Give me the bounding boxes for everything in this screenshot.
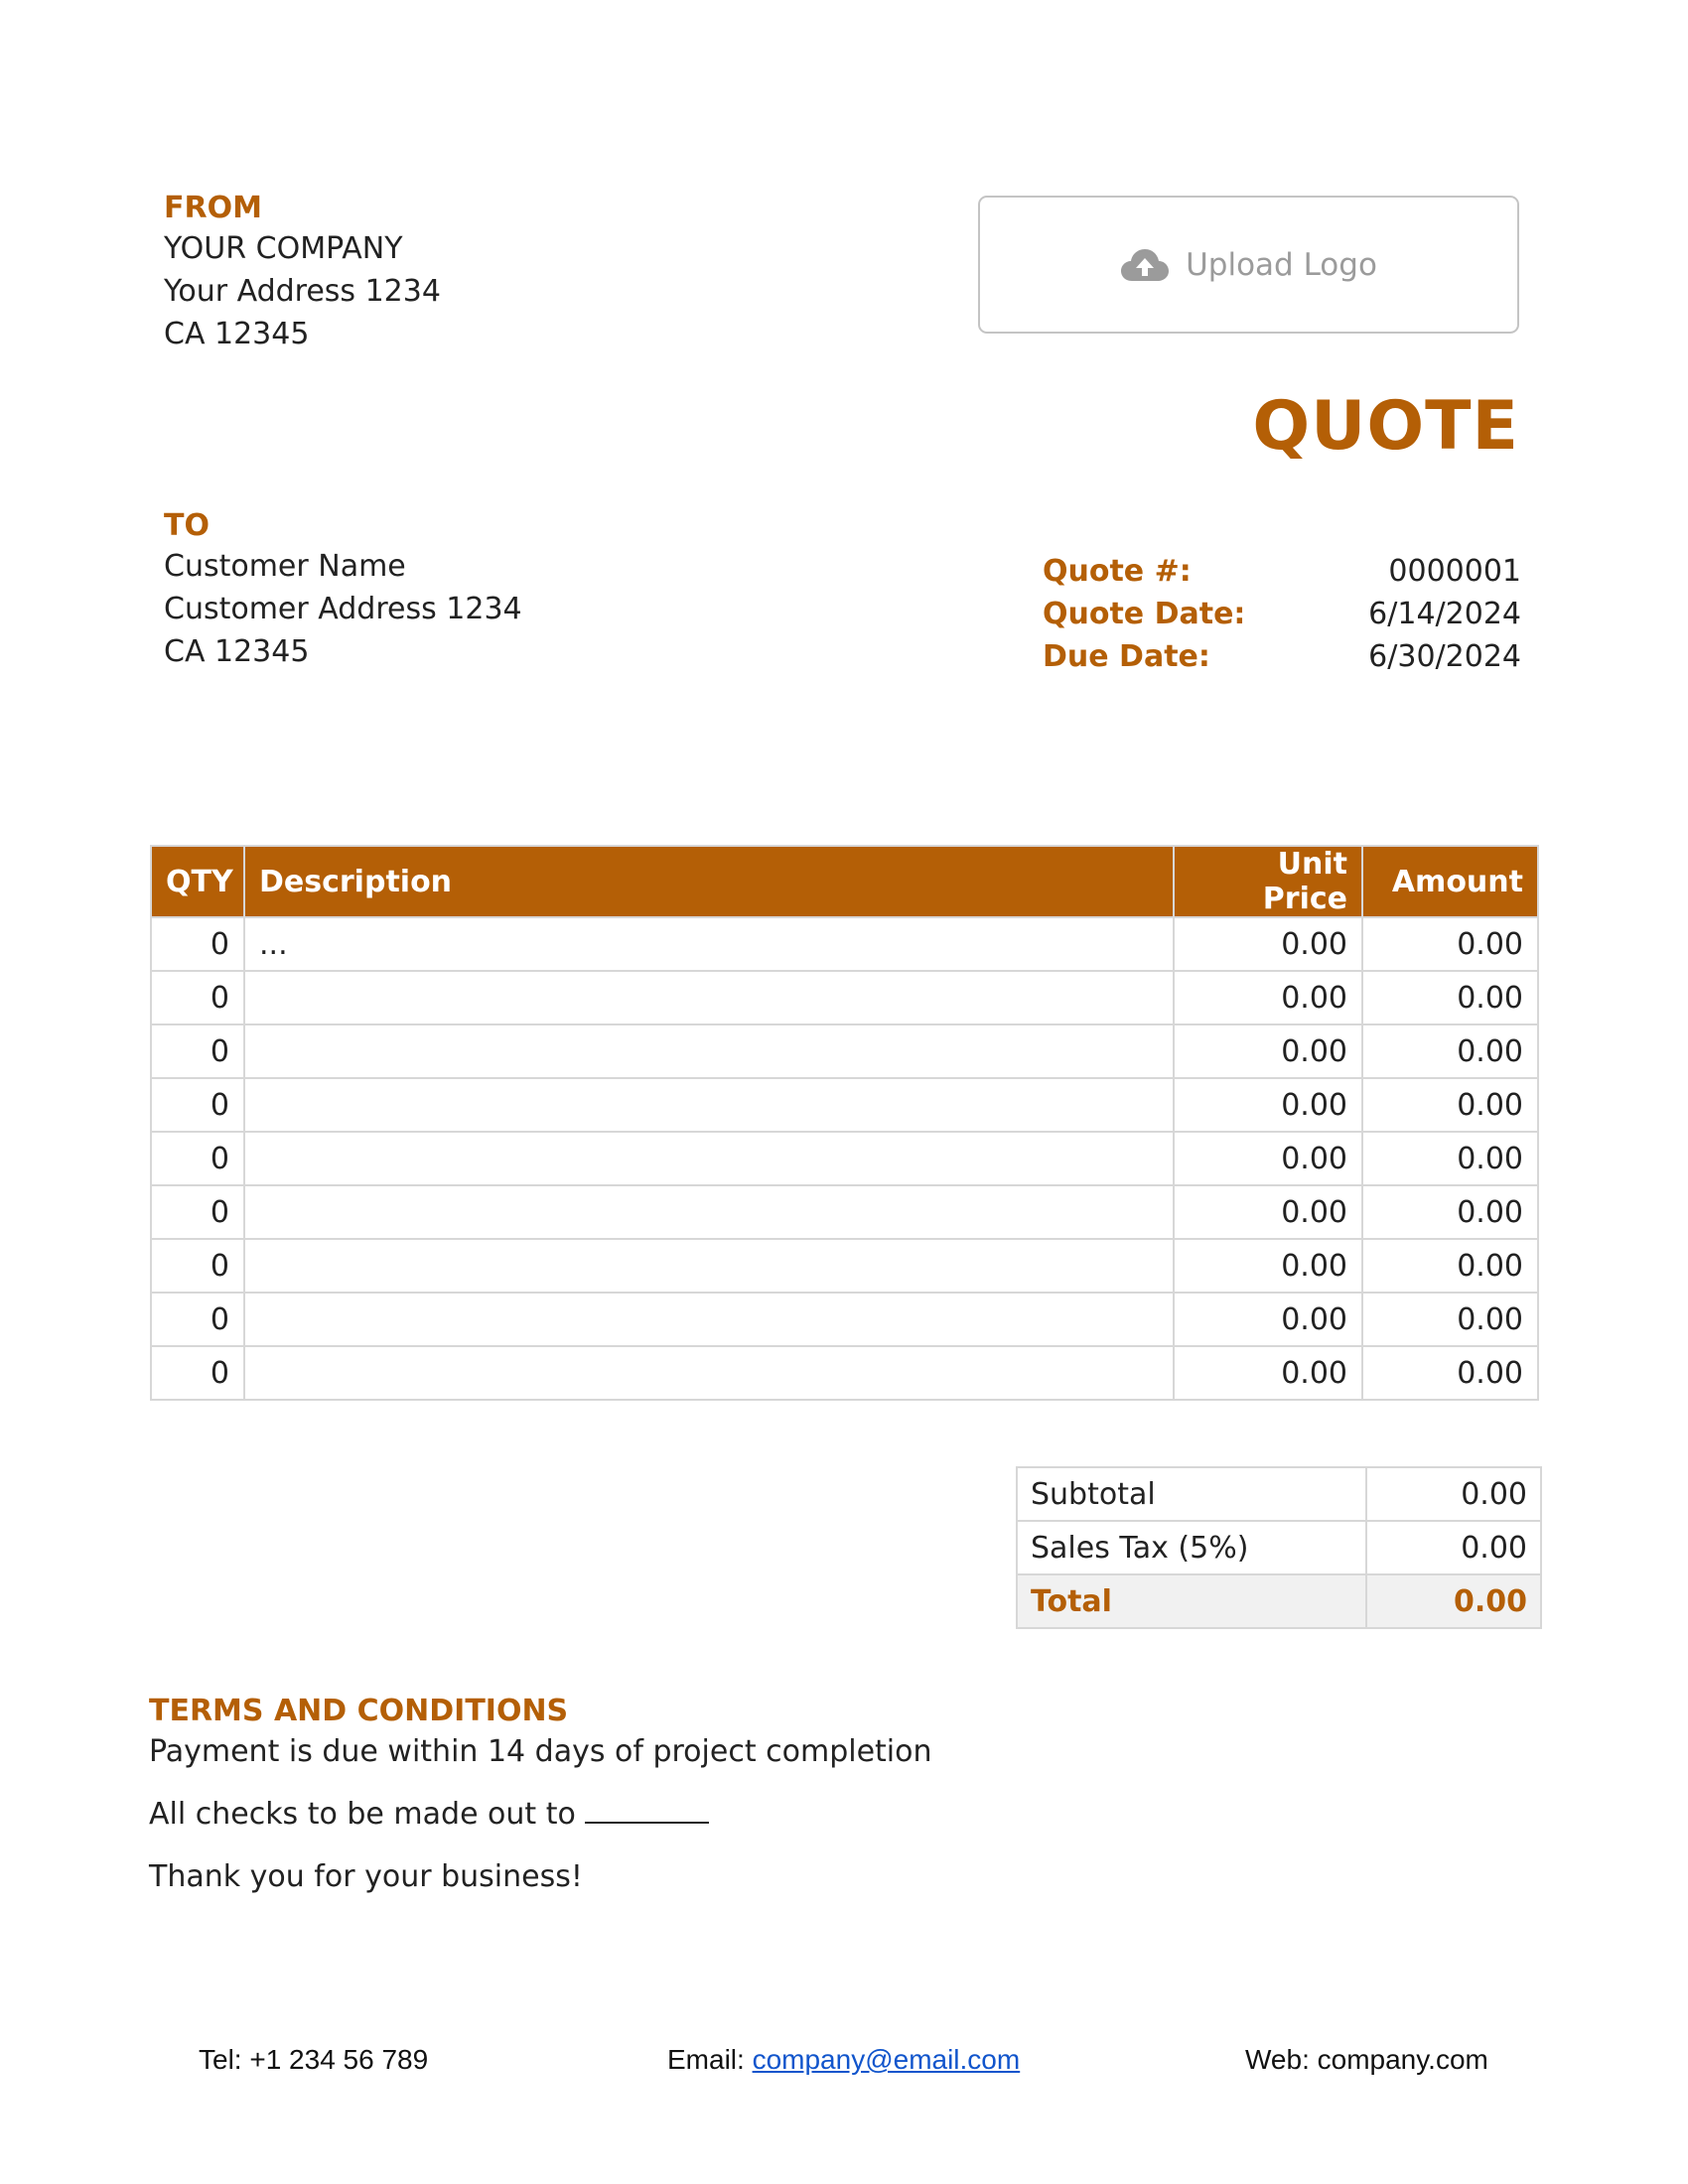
row-qty[interactable]: 0 — [151, 1078, 244, 1132]
document-title: QUOTE — [1252, 387, 1519, 466]
table-row — [151, 1293, 1538, 1346]
row-unit-price[interactable]: 0.00 — [1174, 1346, 1362, 1400]
terms-section — [149, 1694, 1340, 1920]
row-qty[interactable]: 0 — [151, 971, 244, 1024]
row-qty[interactable]: 0 — [151, 917, 244, 971]
header-unit-price: Unit Price — [1174, 846, 1362, 917]
from-block — [164, 191, 441, 355]
header-description: Description — [244, 846, 1174, 917]
total-value: 0.00 — [1366, 1574, 1541, 1628]
header-amount: Amount — [1362, 846, 1538, 917]
upload-logo-button[interactable] — [978, 196, 1519, 334]
tax-row — [1017, 1521, 1541, 1574]
table-row — [151, 917, 1538, 971]
row-unit-price[interactable]: 0.00 — [1174, 971, 1362, 1024]
row-description[interactable] — [244, 1185, 1174, 1239]
table-row — [151, 1024, 1538, 1078]
terms-label: TERMS AND CONDITIONS — [149, 1694, 569, 1728]
quote-date-label: Quote Date: — [1043, 597, 1246, 631]
subtotal-row — [1017, 1467, 1541, 1521]
totals-table — [1016, 1466, 1542, 1629]
row-unit-price[interactable]: 0.00 — [1174, 1078, 1362, 1132]
row-qty[interactable]: 0 — [151, 1185, 244, 1239]
quote-number-value[interactable]: 0000001 — [1388, 554, 1521, 589]
row-qty[interactable]: 0 — [151, 1132, 244, 1185]
row-unit-price[interactable]: 0.00 — [1174, 1239, 1362, 1293]
row-amount: 0.00 — [1362, 971, 1538, 1024]
to-label: TO — [164, 508, 210, 543]
items-header-row — [151, 846, 1538, 917]
table-row — [151, 1239, 1538, 1293]
upload-logo-label: Upload Logo — [1186, 246, 1377, 283]
subtotal-label: Subtotal — [1017, 1467, 1366, 1521]
quote-meta — [1043, 550, 1521, 678]
row-description[interactable] — [244, 1293, 1174, 1346]
payee-blank[interactable] — [585, 1798, 709, 1824]
footer-email-label: Email: — [667, 2044, 753, 2075]
row-qty[interactable]: 0 — [151, 1346, 244, 1400]
row-unit-price[interactable]: 0.00 — [1174, 1293, 1362, 1346]
table-row — [151, 1078, 1538, 1132]
row-unit-price[interactable]: 0.00 — [1174, 917, 1362, 971]
due-date-row — [1043, 635, 1521, 678]
row-description[interactable] — [244, 1024, 1174, 1078]
total-row — [1017, 1574, 1541, 1628]
row-amount: 0.00 — [1362, 917, 1538, 971]
row-description[interactable] — [244, 1239, 1174, 1293]
email-link[interactable]: company@email.com — [752, 2044, 1021, 2075]
row-description[interactable] — [244, 1132, 1174, 1185]
total-label: Total — [1017, 1574, 1366, 1628]
row-amount: 0.00 — [1362, 1185, 1538, 1239]
cloud-upload-icon — [1120, 247, 1170, 283]
row-amount: 0.00 — [1362, 1024, 1538, 1078]
row-unit-price[interactable]: 0.00 — [1174, 1024, 1362, 1078]
row-description[interactable] — [244, 1346, 1174, 1400]
table-row — [151, 1132, 1538, 1185]
terms-line-checks[interactable] — [149, 1795, 1340, 1835]
header-qty: QTY — [151, 846, 244, 917]
row-description[interactable] — [244, 1078, 1174, 1132]
row-unit-price[interactable]: 0.00 — [1174, 1132, 1362, 1185]
quote-date-row — [1043, 593, 1521, 635]
due-date-value[interactable]: 6/30/2024 — [1368, 639, 1521, 674]
to-city[interactable]: CA 12345 — [164, 634, 310, 669]
row-amount: 0.00 — [1362, 1346, 1538, 1400]
footer-email — [667, 2044, 1020, 2076]
table-row — [151, 971, 1538, 1024]
due-date-label: Due Date: — [1043, 639, 1210, 674]
row-description[interactable] — [244, 971, 1174, 1024]
row-amount: 0.00 — [1362, 1293, 1538, 1346]
row-qty[interactable]: 0 — [151, 1024, 244, 1078]
items-table — [150, 845, 1539, 1401]
row-amount: 0.00 — [1362, 1239, 1538, 1293]
from-label: FROM — [164, 191, 262, 225]
quote-number-label: Quote #: — [1043, 554, 1192, 589]
row-qty[interactable]: 0 — [151, 1239, 244, 1293]
table-row — [151, 1346, 1538, 1400]
quote-number-row — [1043, 550, 1521, 593]
to-block — [164, 508, 522, 673]
terms-checks-text: All checks to be made out to — [149, 1797, 576, 1832]
tax-value: 0.00 — [1366, 1521, 1541, 1574]
from-address[interactable]: Your Address 1234 — [164, 274, 441, 309]
table-row — [151, 1185, 1538, 1239]
row-qty[interactable]: 0 — [151, 1293, 244, 1346]
footer-tel: Tel: +1 234 56 789 — [199, 2044, 429, 2075]
from-company[interactable]: YOUR COMPANY — [164, 231, 403, 266]
to-address[interactable]: Customer Address 1234 — [164, 592, 522, 626]
footer-web: Web: company.com — [1245, 2044, 1488, 2075]
terms-line-thanks[interactable]: Thank you for your business! — [149, 1859, 583, 1894]
row-unit-price[interactable]: 0.00 — [1174, 1185, 1362, 1239]
terms-line-payment[interactable]: Payment is due within 14 days of project completion — [149, 1734, 932, 1769]
row-amount: 0.00 — [1362, 1132, 1538, 1185]
to-name[interactable]: Customer Name — [164, 549, 406, 584]
row-description[interactable]: ... — [244, 917, 1174, 971]
row-amount: 0.00 — [1362, 1078, 1538, 1132]
from-city[interactable]: CA 12345 — [164, 317, 310, 351]
tax-label: Sales Tax (5%) — [1017, 1521, 1366, 1574]
subtotal-value: 0.00 — [1366, 1467, 1541, 1521]
quote-date-value[interactable]: 6/14/2024 — [1368, 597, 1521, 631]
